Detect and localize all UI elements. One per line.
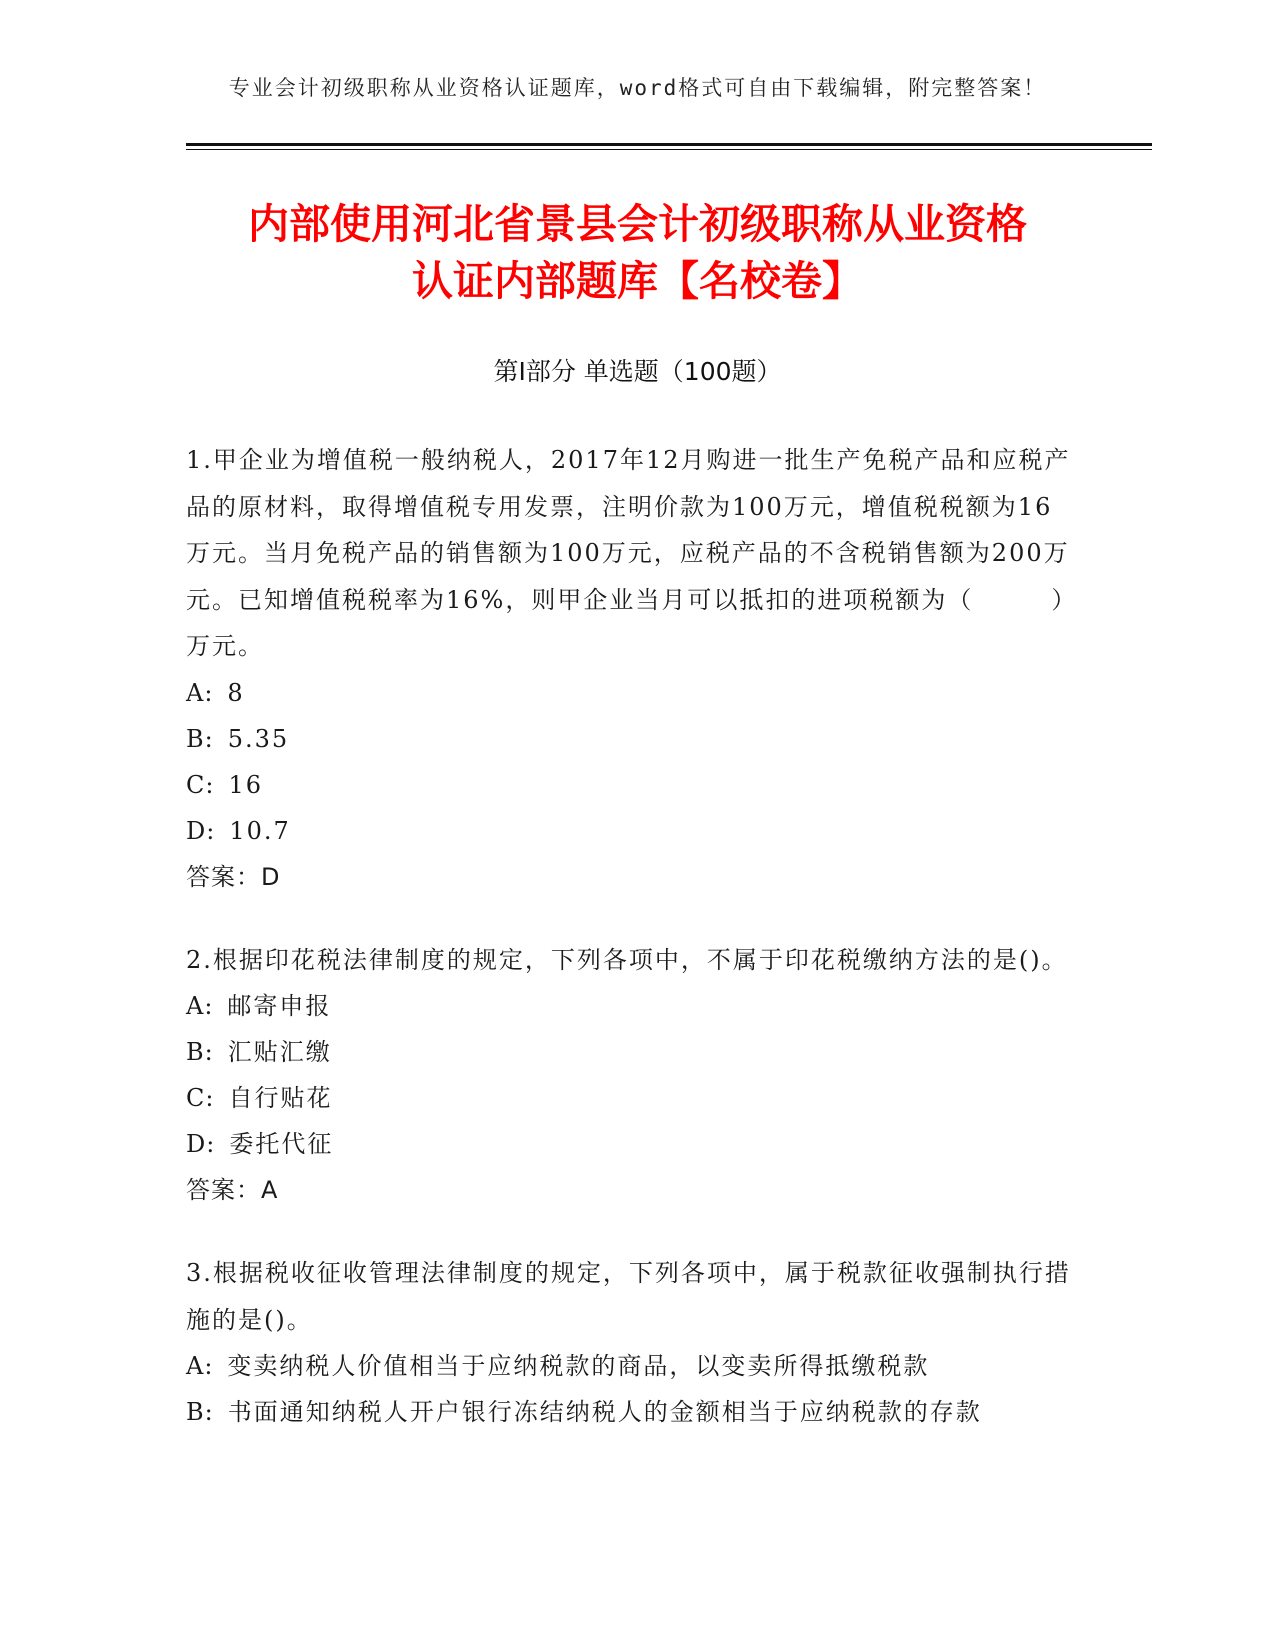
option-b — [186, 716, 1076, 762]
option-text: 委托代征 — [229, 1130, 334, 1158]
option-d — [186, 1121, 1076, 1167]
option-c — [186, 1075, 1076, 1121]
answer: 答案：D — [186, 862, 281, 891]
option-label: D: — [186, 1130, 216, 1158]
answer: 答案：A — [186, 1176, 279, 1204]
option-text: 书面通知纳税人开户银行冻结纳税人的金额相当于应纳税款的存款 — [227, 1398, 982, 1426]
document-title — [186, 196, 1089, 310]
question-stem: 1.甲企业为增值税一般纳税人，2017年12月购进一批生产免税产品和应税产品的原材料，取得增值税专用发票，注明价款为100万元，增值税税额为16万元。当月免税产品的销售额为100万元，应税产品的不含税销售额为200万元。已知增值税税率为16%，则甲企业当月可以抵扣的进项税额为（ ）万元。 — [186, 446, 1071, 660]
option-a — [186, 983, 1076, 1029]
title-line-2: 认证内部题库【名校卷】 — [412, 257, 863, 305]
option-label: C: — [186, 1084, 215, 1112]
option-label: D: — [186, 816, 216, 845]
option-text: 汇贴汇缴 — [227, 1038, 332, 1066]
question-stem: 2.根据印花税法律制度的规定，下列各项中，不属于印花税缴纳方法的是()。 — [186, 945, 1068, 974]
question-3 — [186, 1250, 1076, 1435]
page-header: 专业会计初级职称从业资格认证题库，word格式可自由下载编辑，附完整答案！ — [228, 76, 1047, 100]
option-b — [186, 1029, 1076, 1075]
option-text: 邮寄申报 — [227, 992, 332, 1020]
option-text: 8 — [227, 678, 245, 707]
option-label: A: — [186, 1352, 214, 1380]
option-label: A: — [186, 678, 214, 707]
section-title: 第Ⅰ部分 单选题（100题） — [493, 357, 782, 386]
option-a — [186, 1343, 1076, 1389]
question-stem: 3.根据税收征收管理法律制度的规定，下列各项中，属于税款征收强制执行措施的是()。 — [186, 1259, 1071, 1334]
option-text: 10.7 — [229, 816, 291, 845]
question-list — [186, 437, 1076, 1472]
option-c — [186, 762, 1076, 808]
header-rule-thin — [186, 149, 1152, 150]
option-label: C: — [186, 770, 215, 799]
option-text: 16 — [228, 770, 263, 799]
option-text: 自行贴花 — [228, 1084, 333, 1112]
option-b — [186, 1389, 1076, 1435]
option-label: B: — [186, 724, 214, 753]
option-label: B: — [186, 1038, 214, 1066]
option-a — [186, 670, 1076, 716]
question-2 — [186, 937, 1076, 1214]
option-d — [186, 808, 1076, 854]
option-text: 变卖纳税人价值相当于应纳税款的商品，以变卖所得抵缴税款 — [227, 1352, 930, 1380]
question-1 — [186, 437, 1076, 900]
title-line-1: 内部使用河北省景县会计初级职称从业资格 — [248, 200, 1027, 248]
option-label: B: — [186, 1398, 214, 1426]
header-rule-thick — [186, 143, 1152, 146]
option-label: A: — [186, 992, 214, 1020]
option-text: 5.35 — [227, 724, 290, 753]
